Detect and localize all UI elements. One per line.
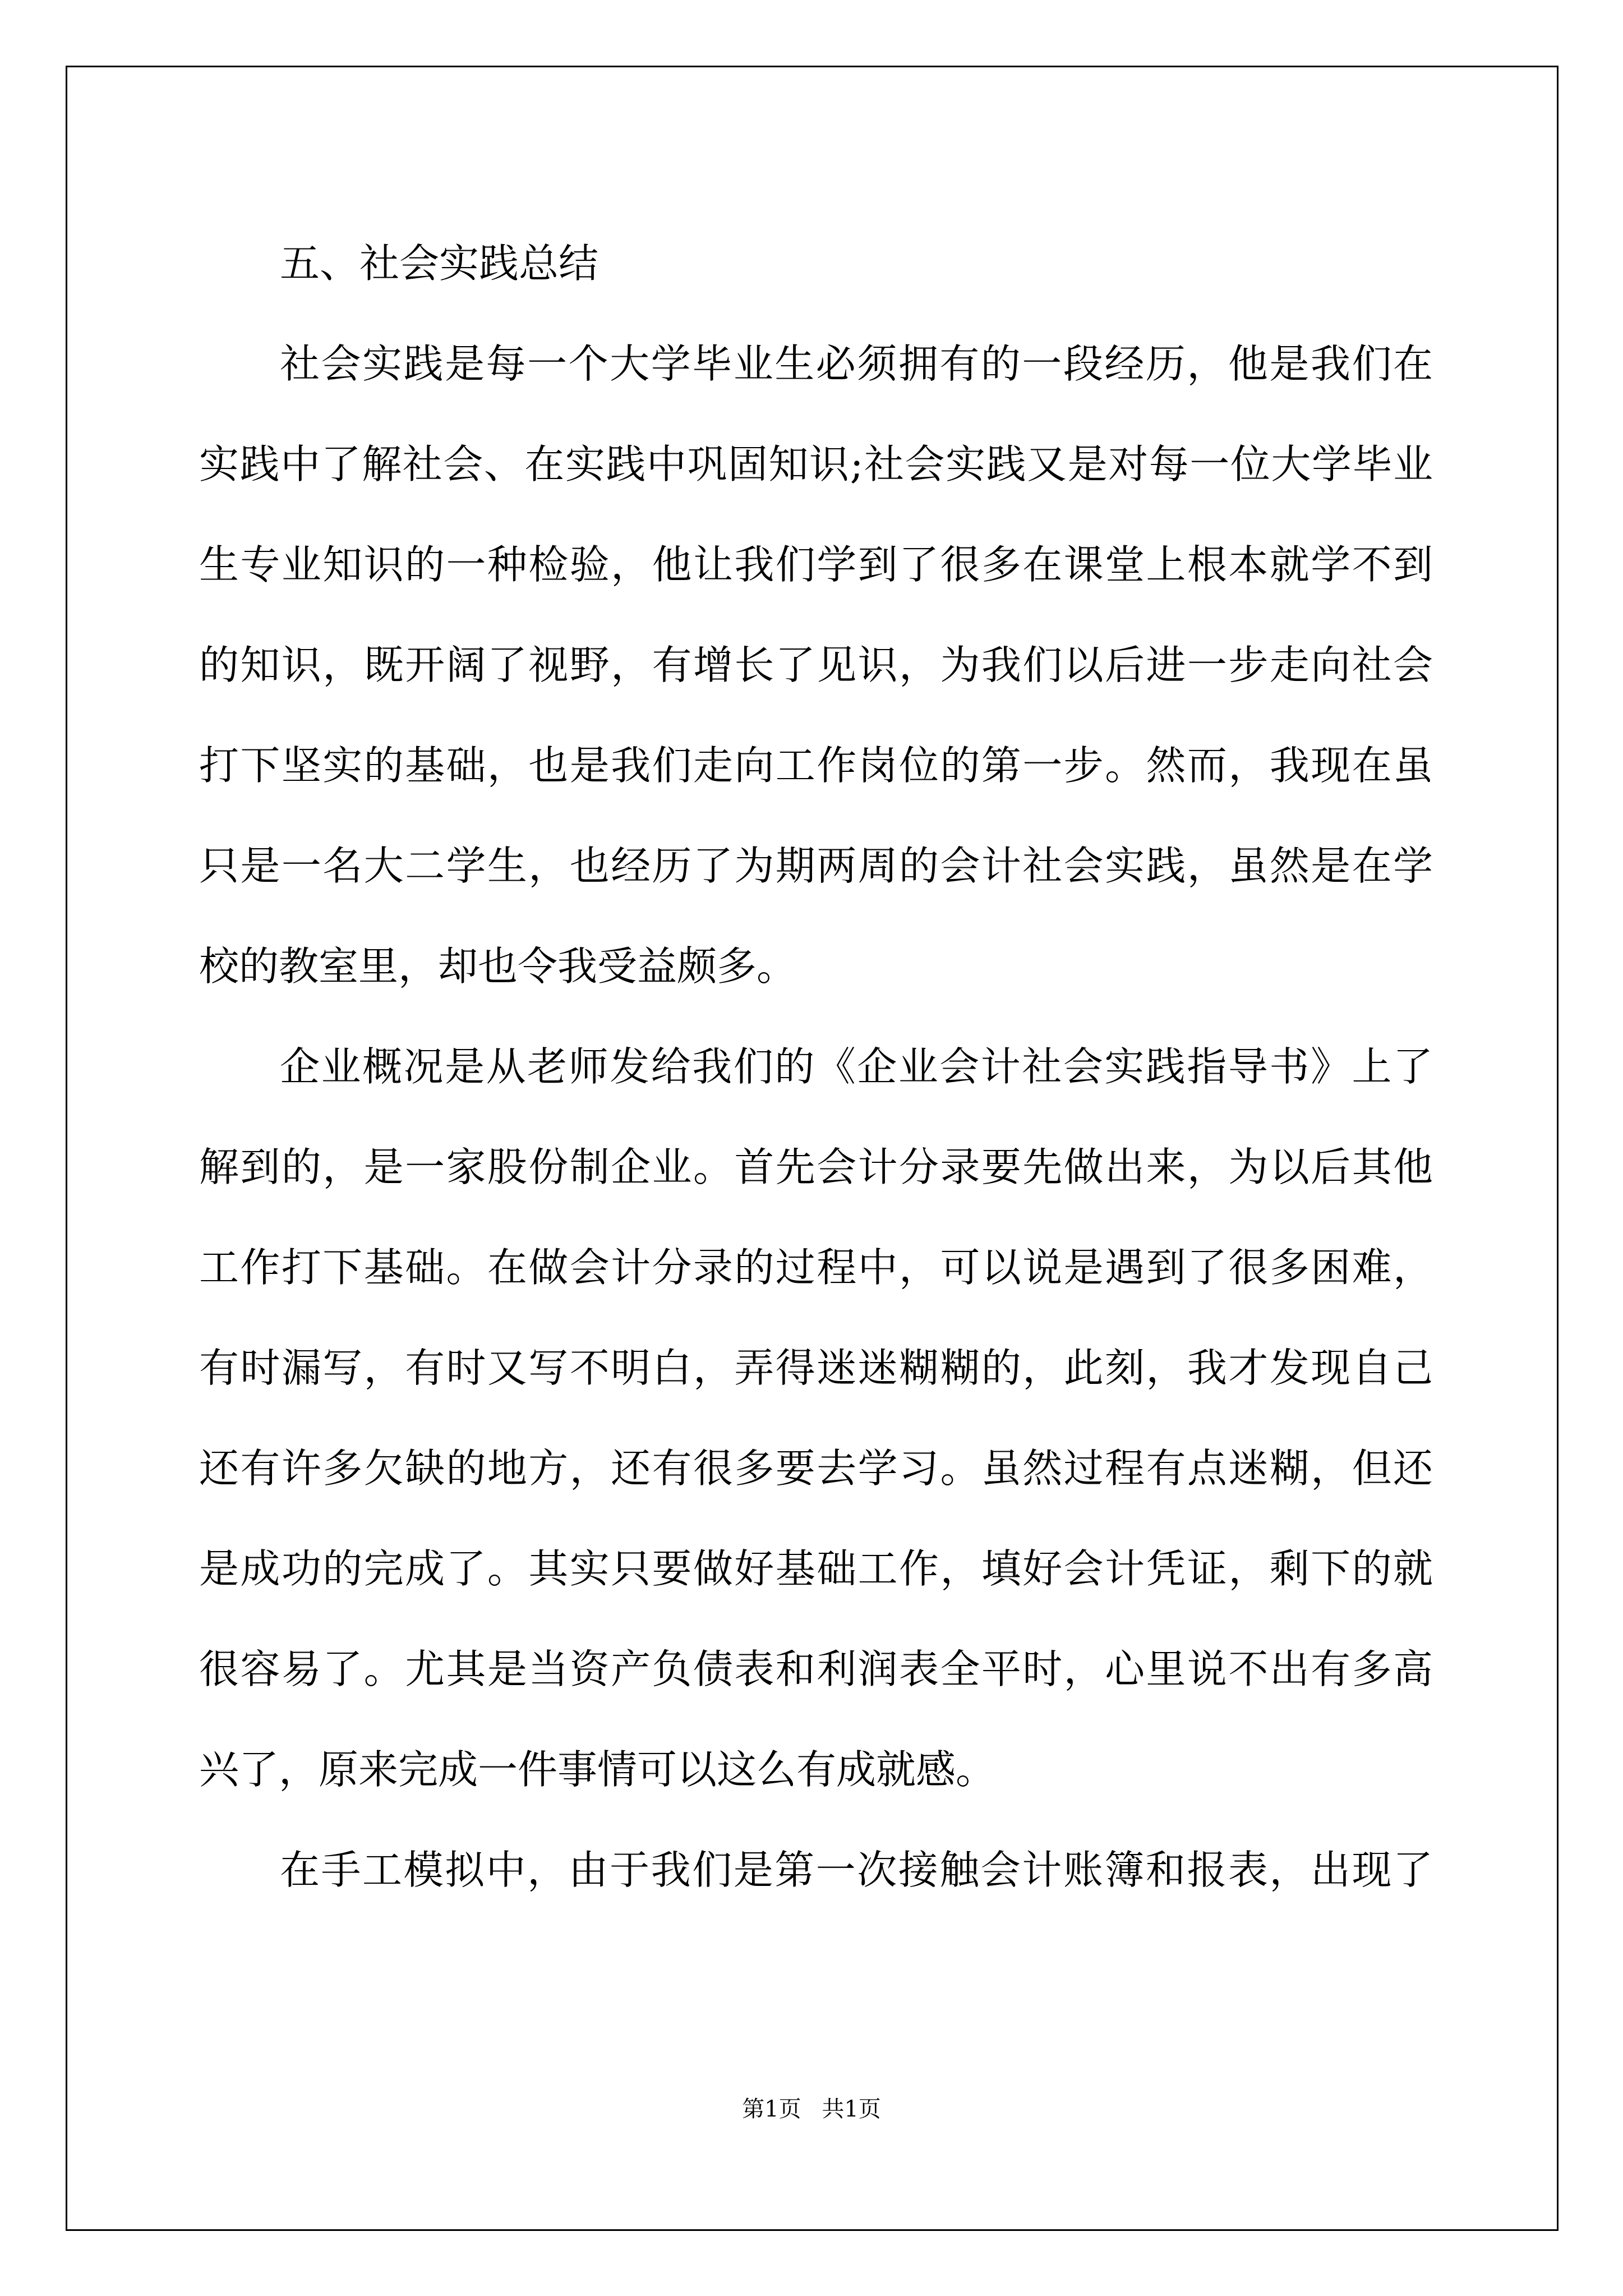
text-line: 兴了，原来完成一件事情可以这么有成就感。 [199,1746,996,1793]
paragraph-3 [199,1820,1433,1920]
text-line: 只是一名大二学生，也经历了为期两周的会计社会实践，虽然是在学 [199,843,1433,889]
section-heading: 五、社会实践总结 [280,240,599,287]
page-number-current: 第1页 [742,2096,801,2122]
text-line: 很容易了。尤其是当资产负债表和利润表全平时，心里说不出有多高 [199,1646,1433,1692]
text-line: 生专业知识的一种检验，他让我们学到了很多在课堂上根本就学不到 [199,541,1433,588]
text-line: 校的教室里，却也令我受益颇多。 [199,943,797,990]
text-line: 打下坚实的基础，也是我们走向工作岗位的第一步。然而，我现在虽 [199,742,1433,789]
text-line: 社会实践是每一个大学毕业生必须拥有的一段经历，他是我们在 [280,341,1433,387]
text-line: 还有许多欠缺的地方，还有很多要去学习。虽然过程有点迷糊，但还 [199,1445,1433,1492]
text-line: 的知识，既开阔了视野，有增长了见识，为我们以后进一步走向社会 [199,642,1433,688]
page-number-total: 共1页 [822,2096,881,2122]
text-line: 工作打下基础。在做会计分录的过程中，可以说是遇到了很多困难， [199,1244,1433,1291]
text-line: 在手工模拟中，由于我们是第一次接触会计账簿和报表，出现了 [280,1847,1433,1893]
text-line: 企业概况是从老师发给我们的《企业会计社会实践指导书》上了 [280,1043,1433,1090]
paragraph-2 [199,1016,1433,1820]
document-body [199,213,1433,1920]
text-line: 实践中了解社会、在实践中巩固知识;社会实践又是对每一位大学毕业 [199,441,1433,487]
text-line: 解到的，是一家股份制企业。首先会计分录要先做出来，为以后其他 [199,1144,1433,1190]
paragraph-1 [199,314,1433,1016]
text-line: 是成功的完成了。其实只要做好基础工作，填好会计凭证，剩下的就 [199,1545,1433,1592]
page-footer [0,2092,1623,2126]
text-line: 有时漏写，有时又写不明白，弄得迷迷糊糊的，此刻，我才发现自己 [199,1345,1433,1391]
